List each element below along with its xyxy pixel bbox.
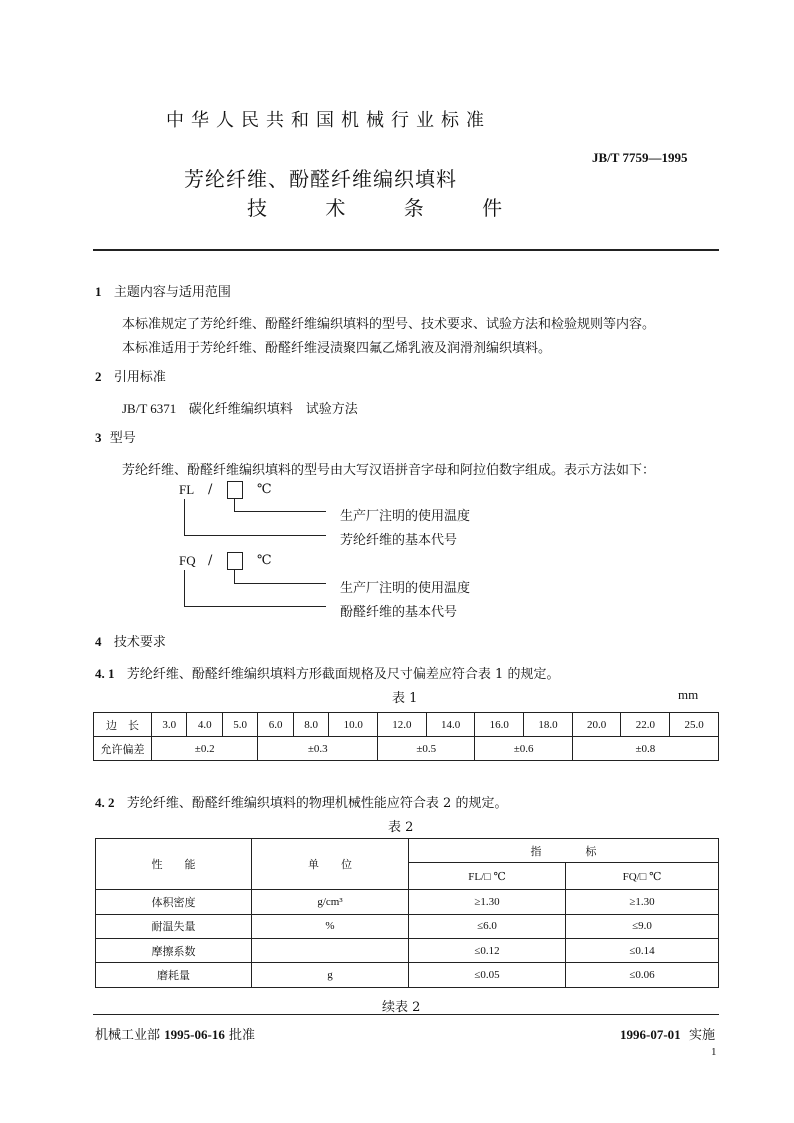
section-4-heading — [95, 631, 166, 650]
leader-line — [234, 583, 326, 584]
unit-cell: % — [252, 914, 409, 938]
unit-cell — [252, 938, 409, 962]
size-cell: 8.0 — [293, 713, 328, 737]
fl-value-cell: ≤6.0 — [409, 914, 566, 938]
clause-text: 芳纶纤维、酚醛纤维编织填料方形截面规格及尺寸偏差应符合表 1 的规定。 — [126, 667, 560, 682]
standard-number: JB/T 7759—1995 — [592, 150, 688, 165]
tolerance-cell: ±0.5 — [378, 737, 475, 761]
table-2 — [95, 838, 719, 988]
size-cell: 14.0 — [426, 713, 475, 737]
header-index: 指 标 — [409, 839, 719, 863]
implementation-action: 实施 — [688, 1028, 715, 1043]
size-cell: 4.0 — [187, 713, 222, 737]
header-fq: FQ/□ ℃ — [566, 863, 719, 890]
clause-4-1 — [95, 663, 559, 682]
section-1-heading — [95, 281, 231, 300]
table-row — [96, 938, 719, 962]
size-cell: 6.0 — [258, 713, 293, 737]
paragraph: 本标准适用于芳纶纤维、酚醛纤维浸渍聚四氟乙烯乳液及润滑剂编织填料。 — [122, 341, 552, 356]
tolerance-cell: ±0.2 — [152, 737, 258, 761]
leader-line — [184, 606, 326, 607]
label-base-code: 酚醛纤维的基本代号 — [340, 605, 458, 620]
reference-code: JB/T 6371 — [122, 401, 177, 416]
property-cell: 体积密度 — [96, 890, 252, 914]
size-cell: 16.0 — [475, 713, 524, 737]
clause-4-2 — [95, 792, 507, 811]
reference-standard — [122, 398, 358, 417]
header-property: 性 能 — [96, 839, 252, 890]
table-row — [94, 713, 719, 737]
table-row — [94, 737, 719, 761]
reference-title: 碳化纤维编织填料 试验方法 — [188, 402, 358, 417]
leader-line — [234, 570, 235, 584]
fl-value-cell: ≤0.05 — [409, 963, 566, 988]
label-base-code: 芳纶纤维的基本代号 — [340, 533, 458, 548]
separator-slash: / — [208, 553, 213, 568]
clause-text: 芳纶纤维、酚醛纤维编织填料的物理机械性能应符合表 2 的规定。 — [126, 796, 508, 811]
approval-line — [95, 1024, 255, 1043]
separator-slash: / — [208, 482, 213, 497]
section-number: 2 — [95, 369, 102, 384]
placeholder-box — [227, 481, 243, 499]
section-3-heading — [95, 427, 136, 446]
fq-value-cell: ≤0.14 — [566, 938, 719, 962]
table-row — [96, 963, 719, 988]
fq-value-cell: ≤9.0 — [566, 914, 719, 938]
placeholder-box — [227, 552, 243, 570]
leader-line — [184, 499, 185, 536]
leader-line — [184, 570, 185, 607]
table-row — [96, 914, 719, 938]
header-unit: 单 位 — [252, 839, 409, 890]
leader-line — [234, 511, 326, 512]
section-number: 1 — [95, 284, 102, 299]
table-1-unit: mm — [678, 687, 699, 702]
fl-value-cell: ≤0.12 — [409, 938, 566, 962]
fl-value-cell: ≥1.30 — [409, 890, 566, 914]
fq-code: FQ — [179, 553, 196, 568]
unit-cell: g/cm³ — [252, 890, 409, 914]
approval-date: 1995-06-16 — [164, 1027, 225, 1042]
table-1-caption: 表 1 — [392, 691, 418, 706]
size-cell: 25.0 — [670, 713, 719, 737]
table-header-row — [96, 839, 719, 863]
leader-line — [184, 535, 326, 536]
size-cell: 12.0 — [378, 713, 427, 737]
table-continued-label: 续表 2 — [382, 1000, 421, 1015]
row-label: 边 长 — [94, 713, 152, 737]
label-temperature: 生产厂注明的使用温度 — [340, 509, 471, 524]
section-number: 4 — [95, 634, 102, 649]
tolerance-cell: ±0.8 — [572, 737, 718, 761]
size-cell: 10.0 — [329, 713, 378, 737]
property-cell: 磨耗量 — [96, 963, 252, 988]
unit-celsius: ℃ — [257, 482, 272, 497]
label-temperature: 生产厂注明的使用温度 — [340, 581, 471, 596]
paragraph: 芳纶纤维、酚醛纤维编织填料的型号由大写汉语拼音字母和阿拉伯数字组成。表示方法如下： — [122, 463, 656, 478]
approving-org: 机械工业部 — [95, 1028, 161, 1043]
row-label: 允许偏差 — [94, 737, 152, 761]
footer-rule — [93, 1014, 719, 1015]
size-cell: 3.0 — [152, 713, 187, 737]
size-cell: 18.0 — [524, 713, 573, 737]
header-fl: FL/□ ℃ — [409, 863, 566, 890]
size-cell: 20.0 — [572, 713, 621, 737]
tolerance-cell: ±0.3 — [258, 737, 378, 761]
approval-action: 批准 — [228, 1028, 255, 1043]
tolerance-cell: ±0.6 — [475, 737, 572, 761]
section-title: 引用标准 — [113, 370, 166, 385]
doc-subtitle: 技 术 条 件 — [247, 196, 529, 220]
size-cell: 5.0 — [222, 713, 257, 737]
section-2-heading — [95, 366, 166, 385]
property-cell: 耐温失量 — [96, 914, 252, 938]
header-rule — [93, 249, 719, 251]
section-title: 主题内容与适用范围 — [113, 285, 231, 300]
table-2-caption: 表 2 — [388, 820, 414, 835]
unit-cell: g — [252, 963, 409, 988]
paragraph: 本标准规定了芳纶纤维、酚醛纤维编织填料的型号、技术要求、试验方法和检验规则等内容。 — [122, 317, 656, 332]
property-cell: 摩擦系数 — [96, 938, 252, 962]
size-cell: 22.0 — [621, 713, 670, 737]
implementation-line — [620, 1024, 715, 1043]
clause-number: 4. 1 — [95, 666, 115, 681]
doc-title: 芳纶纤维、酚醛纤维编织填料 — [184, 167, 457, 191]
clause-number: 4. 2 — [95, 795, 115, 810]
org-header: 中华人民共和国机械行业标准 — [166, 110, 491, 131]
fq-value-cell: ≤0.06 — [566, 963, 719, 988]
fq-value-cell: ≥1.30 — [566, 890, 719, 914]
unit-celsius: ℃ — [257, 553, 272, 568]
section-title: 技术要求 — [113, 635, 166, 650]
page-number: 1 — [711, 1046, 717, 1058]
table-row — [96, 890, 719, 914]
table-1 — [93, 712, 719, 761]
fl-code: FL — [179, 482, 195, 497]
implementation-date: 1996-07-01 — [620, 1027, 681, 1042]
section-number: 3 — [95, 430, 102, 445]
section-title: 型号 — [109, 431, 136, 446]
